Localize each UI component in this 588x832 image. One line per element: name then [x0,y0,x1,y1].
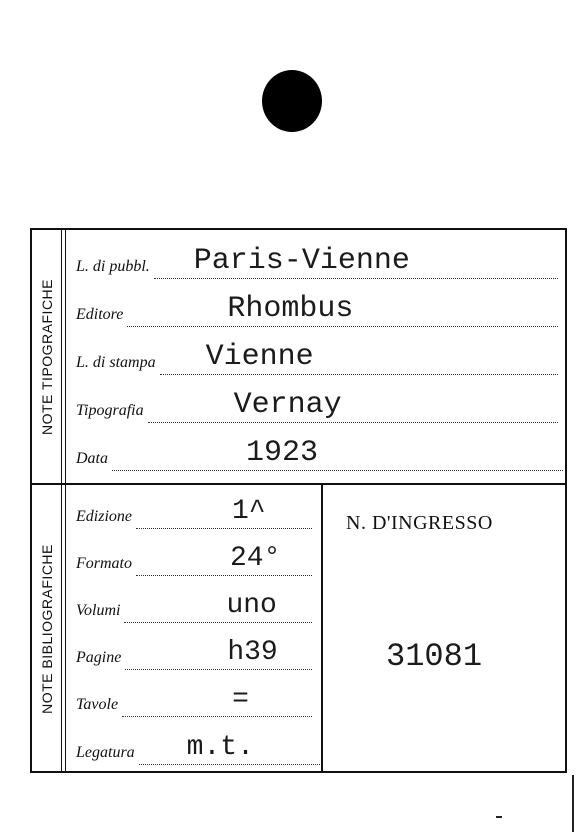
field-label: Editore [76,306,124,323]
field-fill [122,676,312,717]
field-label: Pagine [76,649,122,666]
section-label-tipografiche [34,230,60,483]
field-value: Paris-Vienne [193,244,410,278]
field-label: Tavole [76,696,119,713]
edge-line [572,775,574,832]
section-divider [32,483,565,485]
field-luogo-pubblicazione [76,238,558,279]
field-value: 24° [230,543,281,574]
field-fill [127,286,558,327]
field-tipografia [76,382,558,423]
field-label: Edizione [76,508,132,525]
field-label: Legatura [76,744,135,761]
field-fill [136,535,312,576]
field-fill [139,724,322,765]
side-rule [61,230,66,771]
column-divider [321,483,323,771]
field-fill [125,629,312,670]
ingresso-number: 31081 [386,638,483,675]
ingresso-label: N. D'INGRESSO [346,512,493,534]
field-pagine [76,629,312,670]
field-data [76,430,563,471]
field-fill [124,582,312,623]
field-editore [76,286,558,327]
field-label: Data [76,450,108,467]
section-label-text: NOTE TIPOGRAFICHE [39,278,56,435]
field-luogo-stampa [76,334,558,375]
field-label: Volumi [76,602,121,619]
section-label-text: NOTE BIBLIOGRAFICHE [39,544,55,714]
field-value: uno [226,590,277,621]
field-fill [136,488,312,529]
punch-hole [262,70,322,132]
field-volumi [76,582,312,623]
field-value: Vienne [205,340,314,374]
field-fill [154,238,558,279]
catalog-card [30,228,567,773]
field-value: = [232,684,249,715]
edge-mark [496,816,502,818]
field-value: m.t. [186,732,254,763]
field-value: Rhombus [227,292,354,326]
field-value: 1923 [246,436,319,470]
field-value: 1^ [232,496,266,527]
field-formato [76,535,312,576]
field-tavole [76,676,312,717]
field-fill [148,382,558,423]
section-label-bibliografiche [34,485,60,773]
field-value: h39 [227,637,278,668]
field-label: Tipografia [76,402,144,419]
field-label: L. di stampa [76,354,156,371]
field-fill [160,334,558,375]
field-edizione [76,488,312,529]
field-value: Vernay [233,388,342,422]
field-label: L. di pubbl. [76,258,150,275]
field-label: Formato [76,555,132,572]
field-fill [112,430,563,471]
field-legatura [76,724,322,765]
